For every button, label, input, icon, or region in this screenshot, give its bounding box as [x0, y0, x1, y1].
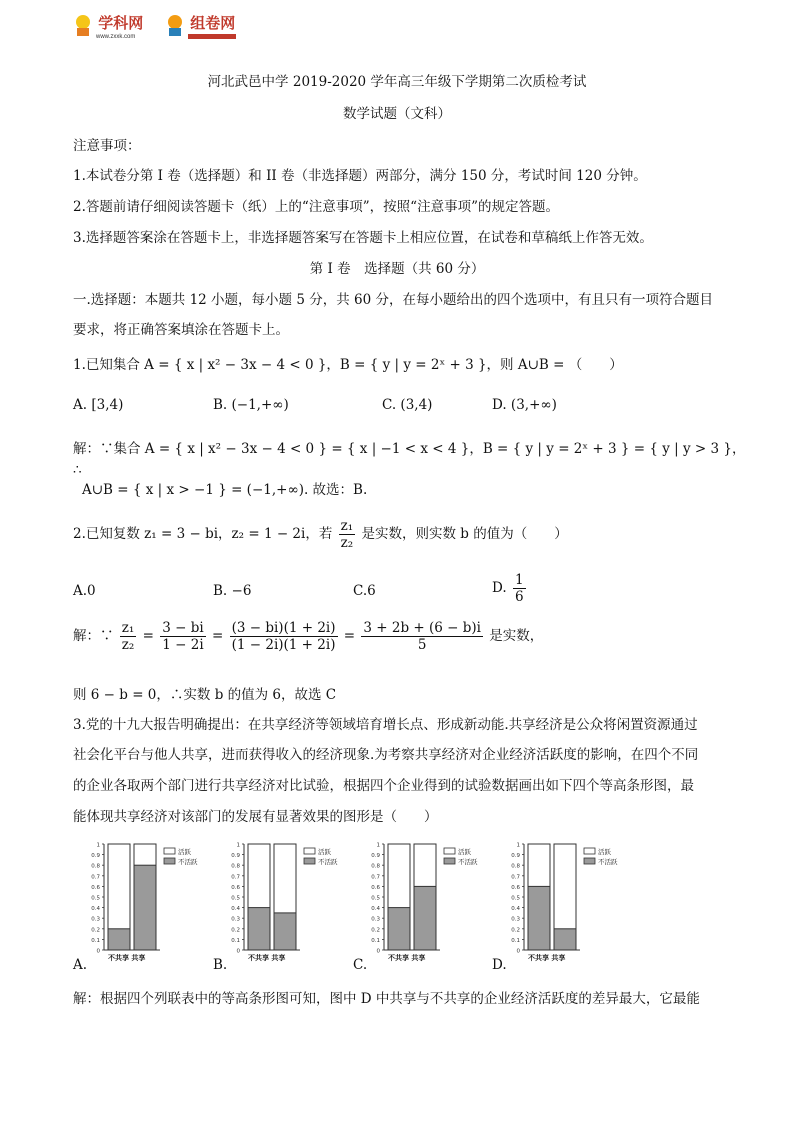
y-tick-label: 0.2	[91, 927, 100, 934]
x-axis-label: 不共享 共享	[388, 954, 426, 962]
y-tick-label: 0.6	[91, 884, 100, 891]
y-tick-label: 0.7	[371, 874, 380, 881]
legend-label: 不活跃	[318, 858, 338, 866]
y-tick-label: 0.8	[91, 863, 100, 870]
frac-den: 6	[514, 589, 524, 605]
x-axis-label: 不共享 共享	[108, 954, 146, 962]
legend-swatch-inactive	[444, 858, 455, 864]
q1-stem: 1.已知集合 A = { x | x² − 3x − 4 < 0 }，B = { y | y = 2ˣ + 3 }，则 A∪B = （ ）	[73, 357, 623, 373]
q2-option-d-label: D.	[492, 580, 507, 596]
xkw-name: 学科网	[98, 15, 144, 32]
y-tick-label: 0.4	[231, 906, 240, 913]
q2-option-d	[492, 572, 528, 605]
bar-inactive	[554, 929, 576, 950]
y-tick-label: 1	[376, 842, 380, 849]
q3-stem-line: 3.党的十九大报告明确提出：在共享经济等领域培育增长点、形成新动能.共享经济是公众将闲置资源通过	[73, 717, 698, 733]
q2-solution-line: 则 6 − b = 0，∴实数 b 的值为 6，故选 C	[73, 687, 337, 703]
y-tick-label: 0.8	[511, 863, 520, 870]
frac-den: (1 − 2i)(1 + 2i)	[231, 637, 336, 653]
y-tick-label: 0	[236, 948, 240, 955]
x-axis-label: 不共享 共享	[528, 954, 566, 962]
q2-option-c: C.6	[353, 583, 376, 599]
legend-swatch-inactive	[584, 858, 595, 864]
q2-sol-frac	[160, 620, 205, 653]
q2-sol-frac	[230, 620, 338, 653]
q2-stem	[73, 518, 568, 551]
q3-solution: 解：根据四个列联表中的等高条形图可知，图中 D 中共享与不共享的企业经济活跃度的差异最大，它最能	[73, 991, 700, 1007]
bar-inactive	[528, 886, 550, 950]
q3-option-c: C.	[353, 957, 368, 973]
y-tick-label: 0.6	[371, 884, 380, 891]
bar-inactive	[388, 908, 410, 950]
notice-item: 3.选择题答案涂在答题卡上，非选择题答案写在答题卡上相应位置，在试卷和草稿纸上作答无效。	[73, 230, 653, 246]
bar-inactive	[248, 908, 270, 950]
legend-label: 活跃	[458, 848, 471, 856]
q2-sol-frac	[120, 620, 137, 653]
legend-label: 不活跃	[458, 858, 478, 866]
q1-option-d: D. (3,+∞)	[492, 397, 557, 413]
y-tick-label: 0.2	[511, 927, 520, 934]
y-tick-label: 1	[96, 842, 100, 849]
page-title: 河北武邑中学 2019-2020 学年高三年级下学期第二次质检考试	[207, 74, 587, 90]
frac-num: z₁	[121, 620, 135, 636]
mascot-icon	[72, 13, 94, 37]
q3-option-a: A.	[73, 957, 88, 973]
q2-solution: 解：∵ $\frac{\text{z₁}}{\text{z₂}}$ = $\frac{3 - bi}{1 - 2i}$ = $\frac{(3 - bi)(1 + 2i)}{(1 - 2i)(1 + 2i)}$ = $\frac{3 + 2b + (6 - b)i}{5}$ 是实数，	[73, 620, 544, 653]
legend-swatch-inactive	[304, 858, 315, 864]
y-tick-label: 0.9	[371, 853, 380, 860]
frac-den: 1 − 2i	[162, 637, 204, 653]
section-intro: 要求，将正确答案填涂在答题卡上。	[73, 322, 289, 338]
y-tick-label: 0.5	[371, 895, 380, 902]
legend-swatch-active	[164, 848, 175, 854]
notice-heading: 注意事项：	[73, 138, 141, 154]
y-tick-label: 0.5	[511, 895, 520, 902]
y-tick-label: 0.8	[231, 863, 240, 870]
y-tick-label: 0.2	[371, 927, 380, 934]
y-tick-label: 0.7	[511, 874, 520, 881]
page-subtitle: 数学试题（文科）	[343, 106, 451, 122]
zjw-name: 组卷网	[190, 15, 236, 32]
y-tick-label: 0.1	[231, 937, 240, 944]
frac-num: 3 + 2b + (6 − b)i	[363, 620, 481, 636]
xkw-site: www.zxxk.com	[96, 34, 136, 40]
xkw-logo	[72, 12, 144, 40]
section-title: 第 I 卷 选择题（共 60 分）	[309, 261, 485, 277]
legend-swatch-active	[304, 848, 315, 854]
y-tick-label: 0.3	[511, 916, 520, 923]
y-tick-label: 0.3	[371, 916, 380, 923]
q1-option-a: A. [3,4)	[73, 397, 124, 413]
mascot-icon	[164, 13, 186, 37]
legend-swatch-active	[444, 848, 455, 854]
legend-label: 活跃	[318, 848, 331, 856]
legend-label: 不活跃	[598, 858, 618, 866]
q2-frac-den: z₂	[340, 535, 354, 551]
y-tick-label: 1	[236, 842, 240, 849]
y-tick-label: 0.3	[231, 916, 240, 923]
bar-inactive	[274, 913, 296, 950]
y-tick-label: 0.4	[91, 906, 100, 913]
q2-fraction	[339, 518, 356, 551]
q3-stem-line: 社会化平台与他人共享，进而获得收入的经济现象.为考察共享经济对企业经济活跃度的影响，在四个不同	[73, 747, 699, 763]
notice-item: 1.本试卷分第 I 卷（选择题）和 II 卷（非选择题）两部分，满分 150 分，考试时间 120 分钟。	[73, 168, 647, 184]
y-tick-label: 0.1	[371, 937, 380, 944]
q2-stem-part: 2.已知复数 z₁ = 3 − bi，z₂ = 1 − 2i，若	[73, 526, 333, 542]
q2-option-b: B. −6	[213, 583, 252, 599]
y-tick-label: 0.2	[231, 927, 240, 934]
y-tick-label: 0.1	[511, 937, 520, 944]
notice-item: 2.答题前请仔细阅读答题卡（纸）上的“注意事项”，按照“注意事项”的规定答题。	[73, 199, 559, 215]
x-axis-label: 不共享 共享	[248, 954, 286, 962]
zjw-banner	[188, 34, 236, 39]
frac-num: 3 − bi	[162, 620, 204, 636]
y-tick-label: 0	[376, 948, 380, 955]
q3-stem-line: 能体现共享经济对该部门的发展有显著效果的图形是（ ）	[73, 809, 438, 825]
frac-num: (3 − bi)(1 + 2i)	[231, 620, 336, 636]
legend-label: 活跃	[598, 848, 611, 856]
y-tick-label: 0.9	[231, 853, 240, 860]
q1-solution-line: 解：∵集合 A = { x | x² − 3x − 4 < 0 } = { x | −1 < x < 4 }，B = { y | y = 2ˣ + 3 } = { y | y > 3 }，	[73, 441, 746, 457]
y-tick-label: 0.3	[91, 916, 100, 923]
chart-b	[228, 838, 348, 966]
q2-sol-lead: 解：∵	[73, 628, 114, 644]
y-tick-label: 0.4	[371, 906, 380, 913]
y-tick-label: 0.6	[231, 884, 240, 891]
q2-stem-part: 是实数，则实数 b 的值为（ ）	[361, 526, 568, 542]
y-tick-label: 0	[516, 948, 520, 955]
y-tick-label: 0.5	[91, 895, 100, 902]
q3-option-b: B.	[213, 957, 228, 973]
y-tick-label: 0.4	[511, 906, 520, 913]
y-tick-label: 0.5	[231, 895, 240, 902]
bar-inactive	[108, 929, 130, 950]
section-intro: 一.选择题：本题共 12 小题，每小题 5 分，共 60 分，在每小题给出的四个选项中，有且只有一项符合题目	[73, 292, 713, 308]
frac-den: 5	[417, 637, 427, 653]
q2-sol-frac	[361, 620, 483, 653]
q1-therefore: ∴	[73, 462, 82, 478]
q2-option-d-fraction	[513, 572, 526, 605]
y-tick-label: 0.9	[91, 853, 100, 860]
y-tick-label: 0.6	[511, 884, 520, 891]
chart-c	[368, 838, 488, 966]
bar-inactive	[414, 886, 436, 950]
bar-inactive	[134, 865, 156, 950]
y-tick-label: 1	[516, 842, 520, 849]
y-tick-label: 0	[96, 948, 100, 955]
legend-swatch-inactive	[164, 858, 175, 864]
legend-label: 不活跃	[178, 858, 198, 866]
q2-sol-tail: 是实数，	[489, 628, 544, 644]
q3-stem-line: 的企业各取两个部门进行共享经济对比试验，根据四个企业得到的试验数据画出如下四个等高条形图，最	[73, 778, 694, 794]
q1-option-b: B. (−1,+∞)	[213, 397, 289, 413]
legend-swatch-active	[584, 848, 595, 854]
y-tick-label: 0.1	[91, 937, 100, 944]
q1-solution-line: A∪B = { x | x > −1 } = (−1,+∞). 故选：B.	[82, 482, 368, 498]
chart-d	[508, 838, 628, 966]
frac-den: z₂	[121, 637, 135, 653]
frac-num: 1	[514, 572, 524, 588]
chart-a	[88, 838, 208, 966]
q3-option-d: D.	[492, 957, 507, 973]
y-tick-label: 0.7	[231, 874, 240, 881]
legend-label: 活跃	[178, 848, 191, 856]
y-tick-label: 0.9	[511, 853, 520, 860]
q1-option-c: C. (3,4)	[382, 397, 433, 413]
zjw-logo	[164, 12, 235, 37]
y-tick-label: 0.8	[371, 863, 380, 870]
y-tick-label: 0.7	[91, 874, 100, 881]
q2-option-a: A.0	[73, 583, 96, 599]
q2-frac-num: z₁	[340, 518, 354, 534]
